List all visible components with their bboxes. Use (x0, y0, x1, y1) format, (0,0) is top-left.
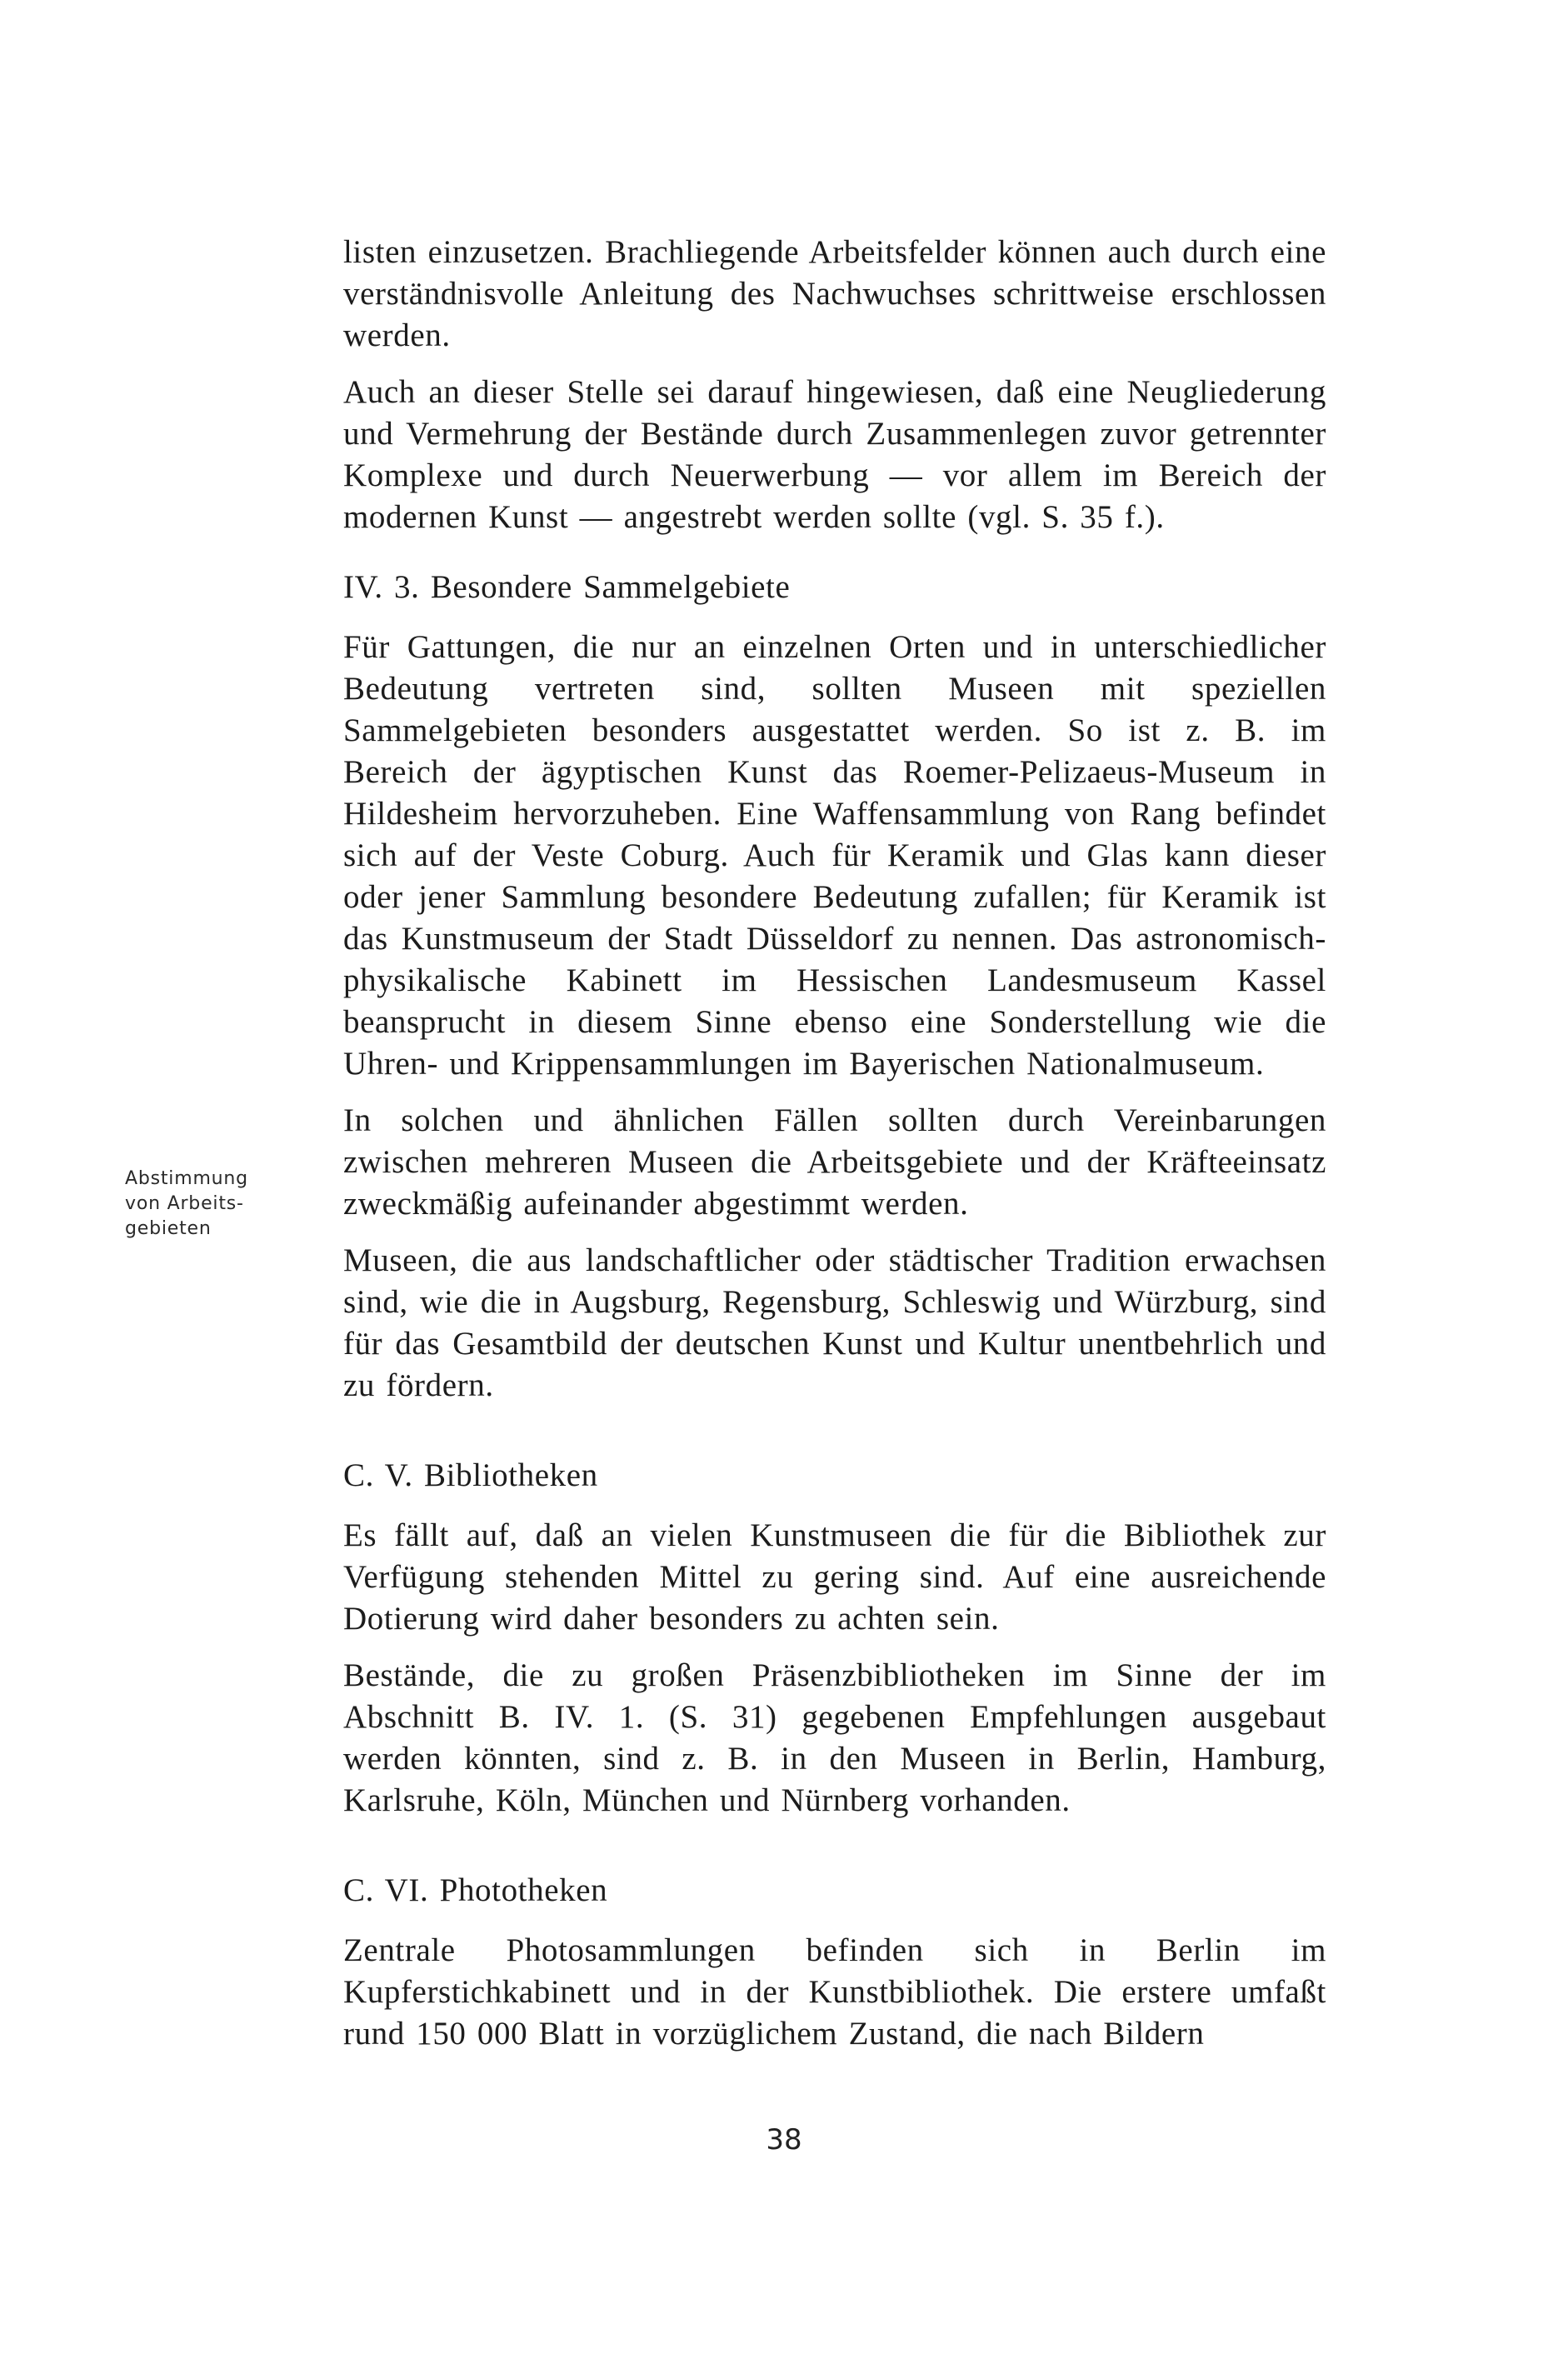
paragraph-4: In solchen und ähnlichen Fällen sollten durch Vereinbarungen zwischen mehreren Museen die Arbeitsgebiete und der Kräfteeinsatz zweckmäßig aufeinander abgestimmt werden. (343, 1102, 1326, 1222)
section-heading-c-v: C. V. Bibliotheken (343, 1457, 598, 1493)
paragraph-2: Auch an dieser Stelle sei darauf hingewiesen, daß eine Neugliederung und Vermehrung der Bestände durch Zusammenlegen zuvor getrennter Komplexe und durch Neuerwerbung — vor allem im Bereich der modernen Kunst — angestrebt werden sollte (vgl. S. 35 f.). (343, 374, 1326, 535)
margin-note-line-1: Abstimmung (125, 1168, 248, 1189)
paragraph-8: Zentrale Photosammlungen befinden sich in Berlin im Kupferstichkabinett und in der Kunstbibliothek. Die erstere umfaßt rund 150 000 Blatt in vorzüglichem Zustand, die nach Bildern (343, 1932, 1326, 2052)
paragraph-1: listen einzusetzen. Brachliegende Arbeitsfelder können auch durch eine verständnisvolle Anleitung des Nachwuchses schrittweise erschlossen werden. (343, 234, 1326, 353)
paragraph-3: Für Gattungen, die nur an einzelnen Orten und in unterschiedlicher Bedeutung vertreten sind, sollten Museen mit speziellen Sammelgebieten besonders ausgestattet werden. So ist z. B. im Bereich der ägyptischen Kunst das Roemer-Pelizaeus-Museum in Hildesheim hervorzuheben. Eine Waffensammlung von Rang befindet sich auf der Veste Coburg. Auch für Keramik und Glas kann dieser oder jener Sammlung besondere Bedeutung zufallen; für Keramik ist das Kunstmuseum der Stadt Düsseldorf zu nennen. Das astronomisch-physikalische Kabinett im Hessischen Landesmuseum Kassel beansprucht in diesem Sinne ebenso eine Sonderstellung wie die Uhren- und Krippensammlungen im Bayerischen Nationalmuseum. (343, 629, 1326, 1082)
margin-note (125, 1167, 258, 1242)
paragraph-7: Bestände, die zu großen Präsenzbibliotheken im Sinne der im Abschnitt B. IV. 1. (S. 31) gegebenen Empfehlungen ausgebaut werden könnten, sind z. B. in den Museen in Berlin, Hamburg, Karlsruhe, Köln, München und Nürnberg vorhanden. (343, 1657, 1326, 1818)
paragraph-5: Museen, die aus landschaftlicher oder städtischer Tradition erwachsen sind, wie die in Augsburg, Regensburg, Schleswig und Würzburg, sind für das Gesamtbild der deutschen Kunst und Kultur unentbehrlich und zu fördern. (343, 1242, 1326, 1403)
section-heading-c-vi: C. VI. Phototheken (343, 1872, 608, 1908)
section-heading-iv-3: IV. 3. Besondere Sammelgebiete (343, 569, 791, 605)
main-text-column (343, 232, 1326, 2070)
page-number: 38 (766, 2123, 802, 2157)
margin-note-line-3: gebieten (125, 1218, 212, 1239)
margin-note-line-2: von Arbeits- (125, 1193, 244, 1214)
paragraph-6: Es fällt auf, daß an vielen Kunstmuseen die für die Bibliothek zur Verfügung stehenden Mittel zu gering sind. Auf eine ausreichende Dotierung wird daher besonders zu achten sein. (343, 1517, 1326, 1637)
